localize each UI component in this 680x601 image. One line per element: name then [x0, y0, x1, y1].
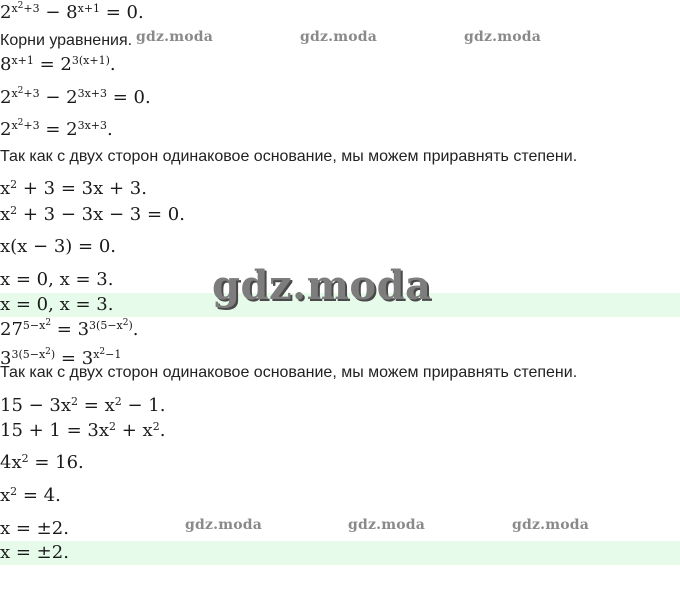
equation-line: $x^2 = 4$. [0, 484, 61, 506]
equation-line: $27^{5-x^2} = 3^{3(5-x^2)}$. [0, 317, 139, 340]
watermark: gdz.moda [348, 517, 426, 533]
equation-line: x = 0, x = 3. [0, 269, 114, 290]
watermark-large: gdz.moda [212, 262, 432, 309]
text-line: Так как с двух сторон одинаковое основание, мы можем приравнять степени. [0, 148, 578, 165]
equation-line: $15 - 3x^2 = x^2 - 1$. [0, 394, 166, 416]
equation-line: $8^{x+1} = 2^{3(x+1)}$. [0, 53, 116, 75]
clipped-equation: $3^{3(5-x^2)} = 3^{x^2-1}$ [0, 346, 122, 369]
answer-line: x = ±2. [0, 542, 69, 563]
watermark: gdz.moda [185, 517, 263, 533]
equation-line: x = ±2. [0, 518, 69, 539]
answer-highlight [0, 541, 680, 565]
equation-line: $15 + 1 = 3x^2 + x^2$. [0, 419, 166, 441]
equation-line: $2^{x^2+3} - 8^{x+1} = 0$. [0, 0, 144, 23]
watermark: gdz.moda [136, 29, 214, 45]
answer-line: x = 0, x = 3. [0, 294, 114, 315]
equation-line: $2^{x^2+3} = 2^{3x+3}$. [0, 117, 113, 140]
text-line: Корни уравнения. [0, 32, 133, 49]
equation-line: $x^2 + 3 = 3x + 3$. [0, 177, 147, 199]
equation-line: $x^2 + 3 - 3x - 3 = 0$. [0, 203, 185, 225]
text-line: Так как с двух сторон одинаковое основание, мы можем приравнять степени. [0, 364, 578, 381]
equation-line: $4x^2 = 16$. [0, 451, 84, 473]
equation-line: x(x − 3) = 0. [0, 236, 117, 257]
watermark: gdz.moda [512, 517, 590, 533]
equation-line: $2^{x^2+3} - 2^{3x+3} = 0$. [0, 85, 151, 108]
watermark: gdz.moda [300, 29, 378, 45]
watermark: gdz.moda [464, 29, 542, 45]
